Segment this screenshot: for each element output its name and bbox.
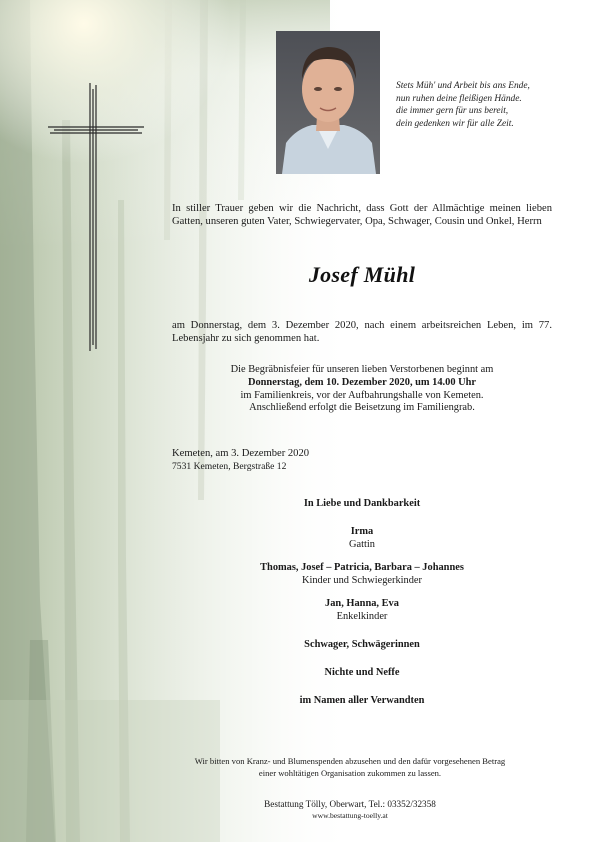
quote-line: die immer gern für uns bereit, xyxy=(396,106,509,117)
nieces-nephews: Nichte und Neffe xyxy=(324,667,400,678)
quote-line: Stets Müh' und Arbeit bis ans Ende, xyxy=(396,81,530,91)
place-date-line: Kemeten, am 3. Dezember 2020 xyxy=(172,448,310,459)
cross-icon xyxy=(48,83,144,351)
mourners-heading: In Liebe und Dankbarkeit xyxy=(303,498,421,509)
donation-request xyxy=(150,756,550,779)
wife-role: Gattin xyxy=(349,539,375,550)
grandchildren-names: Jan, Hanna, Eva xyxy=(325,598,399,609)
quote-line: nun ruhen deine fleißigen Hände. xyxy=(396,93,522,104)
donation-line: Wir bitten von Kranz- und Blumenspenden abzusehen und den dafür vorgesehenen Betrag xyxy=(194,756,506,766)
funeral-home-contact: Bestattung Tölly, Oberwart, Tel.: 03352/32358 xyxy=(264,799,436,809)
funeral-line: im Familienkreis, vor der Aufbahrungshalle von Kemeten. xyxy=(240,389,484,401)
mourners-list xyxy=(172,497,552,717)
funeral-details xyxy=(172,364,552,415)
relatives: im Namen aller Verwandten xyxy=(299,695,425,706)
funeral-home-info xyxy=(150,799,550,821)
funeral-home-website: www.bestattung-toelly.at xyxy=(312,811,388,820)
children-role: Kinder und Schwiegerkinder xyxy=(301,575,423,586)
donation-line: einer wohltätigen Organisation zukommen zu lassen. xyxy=(258,767,442,778)
place-and-date xyxy=(172,447,472,473)
funeral-date: Donnerstag, dem 10. Dezember 2020, um 14.00 Uhr xyxy=(247,376,477,388)
portrait-photo xyxy=(276,31,380,174)
inlaws: Schwager, Schwägerinnen xyxy=(304,639,420,650)
grandchildren-role: Enkelkinder xyxy=(336,611,388,622)
deceased-name: Josef Mühl xyxy=(308,262,416,287)
announcement-intro: In stiller Trauer geben wir die Nachricht, dass Gott der Allmächtige meinen lieben Gatten, unseren guten Vater, Schwiegervater, Opa, Schwager, Cousin und Onkel, Herrn xyxy=(172,203,552,227)
funeral-line: Anschließend erfolgt die Beisetzung im Familiengrab. xyxy=(249,402,475,414)
children-names: Thomas, Josef – Patricia, Barbara – Johannes xyxy=(260,562,464,573)
death-notice: am Donnerstag, dem 3. Dezember 2020, nach einem arbeitsreichen Leben, im 77. Lebensjahr zu sich genommen hat. xyxy=(172,320,552,344)
quote-line: dein gedenken wir für alle Zeit. xyxy=(396,118,514,129)
memorial-quote xyxy=(396,80,591,130)
funeral-line: Die Begräbnisfeier für unseren lieben Verstorbenen beginnt am xyxy=(230,364,494,375)
family-address: 7531 Kemeten, Bergstraße 12 xyxy=(172,461,287,472)
wife-name: Irma xyxy=(350,526,374,537)
